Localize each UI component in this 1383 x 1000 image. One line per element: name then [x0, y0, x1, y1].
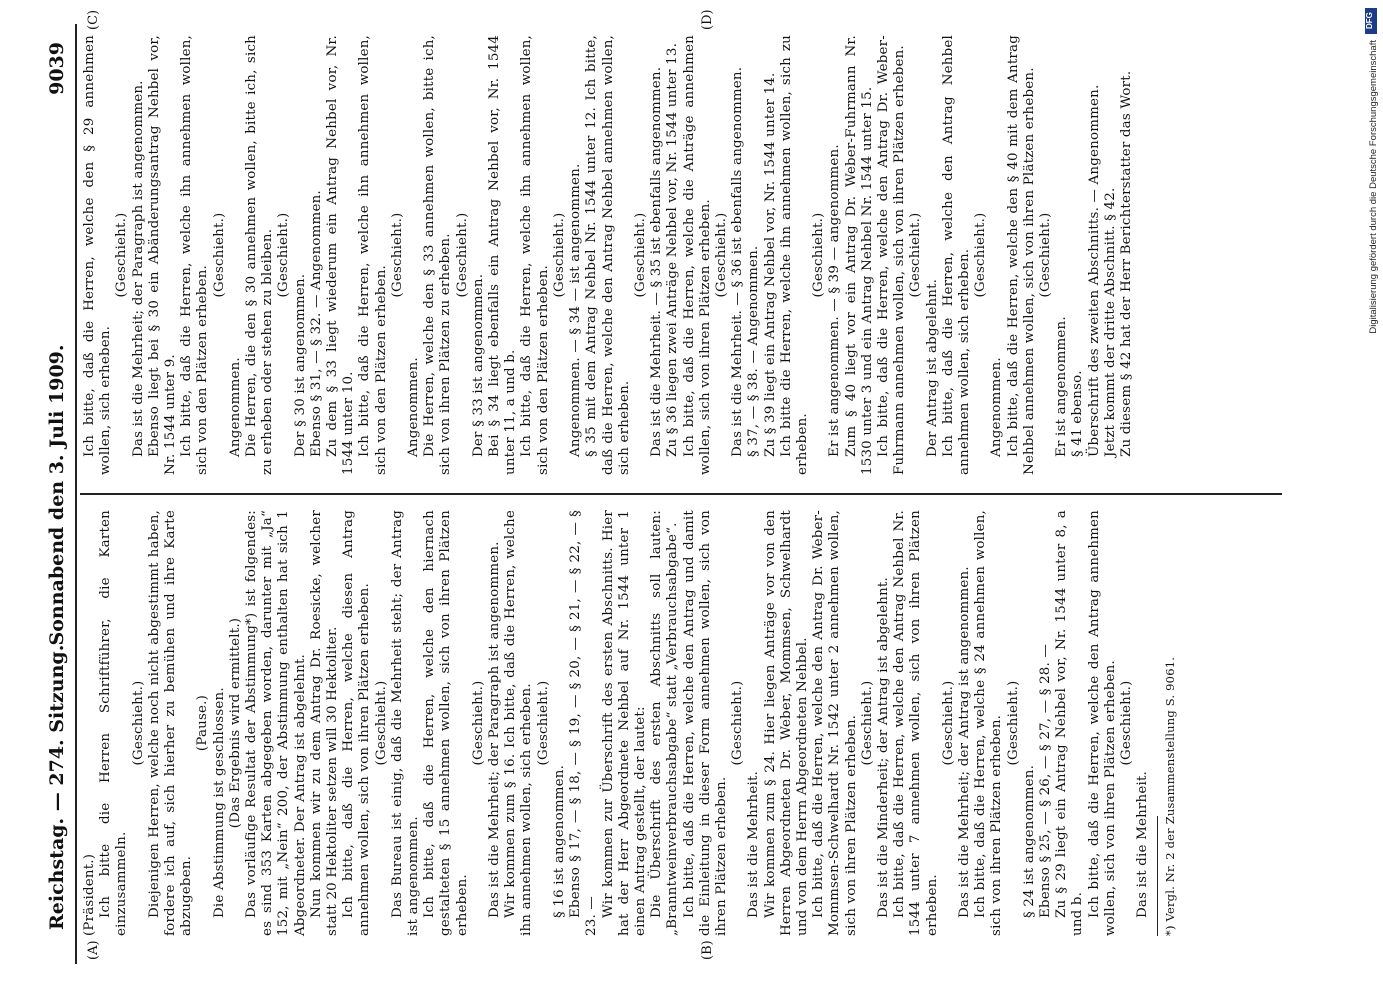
margin-mark-c: (C) — [86, 9, 101, 30]
page-number: 9039 — [46, 42, 68, 95]
paragraph: (Geschieht.) — [1005, 680, 1021, 766]
paragraph: Das ist die Minderheit; der Antrag ist abgelehnt. — [875, 577, 891, 918]
paragraph: Das ist die Mehrheit. — [1135, 770, 1151, 918]
paragraph: Die Abstimmung ist geschlossen. — [211, 687, 227, 918]
paragraph: Die Herren, welche den § 33 annehmen wollen, bitte ich, sich von ihren Plätzen zu erheben. — [422, 35, 454, 475]
paragraph: § 24 ist angenommen. — [1021, 764, 1037, 918]
margin-mark-b: (B) — [700, 940, 715, 960]
paragraph: Bei § 34 liegt ebenfalls ein Antrag Nehbel vor, Nr. 1544 unter 11, a und b. — [487, 35, 519, 475]
paragraph: Ich bitte, daß die Herren, welche den Antrag Dr. Weber-Fuhrmann annehmen wollen, sich von ihren Plätzen erheben. — [875, 35, 908, 475]
paragraph: (Geschieht.) — [211, 212, 227, 298]
right-column — [82, 35, 1135, 475]
paragraph: Ich bitte, daß die Herren, welche ihn annehmen wollen, sich von den Plätzen erheben. — [179, 35, 211, 475]
paragraph: Ich bitte, daß die Herren, welche ihn annehmen wollen, sich von den Plätzen erheben. — [357, 35, 389, 475]
paragraph: Zu dem § 33 liegt wiederum ein Antrag Nehbel vor, Nr. 1544 unter 10. — [325, 35, 357, 475]
paragraph: Zu diesem § 42 hat der Herr Berichterstatter das Wort. — [1119, 70, 1134, 457]
paragraph: Ich bitte, daß die Herren, welche § 24 annehmen wollen, sich von ihren Plätzen erheben. — [973, 510, 1005, 936]
header-rule — [75, 24, 77, 964]
paragraph: Angenommen. — § 34 — ist angenommen. — [568, 163, 584, 457]
paragraph: Das ist die Mehrheit. — § 36 ist ebenfalls angenommen. — [730, 66, 746, 457]
paragraph: (Geschieht.) — [632, 212, 648, 298]
paragraph: Das ist die Mehrheit; der Paragraph ist angenommen. — [130, 80, 146, 457]
paragraph: Wir kommen zur Überschrift des ersten Abschnitts. Hier hat der Herr Abgeordnete Nehbel auf Nr. 1544 unter 1 einen Antrag gestellt, der lautet: — [600, 510, 648, 936]
paragraph: Das vorläufige Resultat der Abstimmung*) ist folgendes: es sind 353 Karten abgegeben worden, darunter mit „Ja“ 152, mit „Nein“ 200, der Abstimmung enthalten hat sich 1 Abgeordneter. Der Antrag ist abgelehnt. — [244, 510, 308, 936]
paragraph: (Geschieht.) — [973, 212, 989, 298]
paragraph: Die Überschrift des ersten Abschnitts soll lauten: „Branntweinverbrauchsabgabe“ statt „Verbrauchsabgabe“. — [649, 510, 681, 936]
margin-mark-d: (D) — [700, 9, 715, 30]
paragraph: Ich bitte, daß die Herren, welche den Antrag annehmen wollen, sich von ihren Plätzen erheben. — [1086, 510, 1118, 936]
paragraph: Ich bitte, daß die Herren, welche den Antrag Nehbel annehmen wollen, sich erheben. — [940, 35, 972, 475]
paragraph: § 16 ist angenommen. — [551, 764, 567, 918]
paragraph: (Geschieht.) — [859, 680, 875, 766]
paragraph: (Präsident.) — [82, 853, 97, 936]
paragraph: Angenommen. — [406, 357, 422, 457]
paragraph: Der § 30 ist angenommen. — [292, 273, 308, 457]
paragraph: Zum § 40 liegt vor ein Antrag Dr. Weber-Fuhrmann Nr. 1530 unter 3 und ein Antrag Nehbel Nr. 1544 unter 15. — [843, 35, 875, 475]
paragraph: Ich bitte die Herren Schriftführer, die Karten einzusammeln. — [98, 510, 130, 936]
paragraph: Ich bitte, daß die Herren, welche den § 40 mit dem Antrag Nehbel annehmen wollen, sich von ihren Plätzen erheben. — [1005, 35, 1037, 475]
paragraph: Ich bitte, daß die Herren, welche die Anträge annehmen wollen, sich von ihren Plätzen erheben. — [681, 35, 713, 475]
paragraph: (Geschieht.) — [373, 680, 389, 766]
paragraph: Die Herren, die den § 30 annehmen wollen, bitte ich, sich zu erheben oder stehen zu bleiben. — [244, 35, 276, 475]
paragraph: Zu § 36 liegen zwei Anträge Nehbel vor, Nr. 1544 unter 13. — [665, 42, 681, 457]
column-divider — [80, 493, 1282, 495]
paragraph: Wir kommen zum § 16. Ich bitte, daß die Herren, welche ihn annehmen wollen, sich erheben. — [503, 510, 535, 936]
dfg-logo: DFG — [1365, 8, 1377, 34]
header-left: Reichstag. — 274. Sitzung. — [46, 644, 68, 930]
paragraph: (Geschieht.) — [1037, 212, 1053, 298]
paragraph: Der Antrag ist abgelehnt. — [924, 278, 940, 457]
paragraph: Jetzt kommt der dritte Abschnitt. § 42. — [1102, 187, 1118, 457]
paragraph: Diejenigen Herren, welche noch nicht abgestimmt haben, fordere ich auf, sich hierher zu bemühen und ihre Karte abzugeben. — [146, 510, 195, 936]
paragraph: Ebenso § 17, — § 18, — § 19, — § 20, — § 21, — § 22, — § 23. — — [568, 510, 600, 936]
paragraph: (Pause.) — [195, 694, 211, 752]
paragraph: § 41 ebenso. — [1070, 370, 1086, 457]
left-column — [82, 510, 1179, 936]
paragraph: Der § 33 ist angenommen. — [470, 273, 486, 457]
paragraph: Das ist die Mehrheit. — § 35 ist ebenfalls angenommen. — [649, 66, 665, 457]
paragraph: (Geschieht.) — [130, 680, 146, 766]
paragraph: Ebenso § 31, — § 32. — Angenommen. — [308, 190, 324, 457]
paragraph: (Geschieht.) — [114, 212, 130, 298]
paragraph: Ebenso liegt bei § 30 ein Abänderungsantrag Nehbel vor, Nr. 1544 unter 9. — [146, 35, 179, 475]
paragraph: (Geschieht.) — [470, 680, 486, 766]
paragraph: Zu § 39 liegt ein Antrag Nehbel vor, Nr. 1544 unter 14. — [762, 72, 778, 457]
paragraph: Angenommen. — [989, 357, 1005, 457]
paragraph: (Geschieht.) — [389, 212, 405, 298]
paragraph: Überschrift des zweiten Abschnitts. — Angenommen. — [1086, 84, 1102, 457]
page-header — [46, 30, 72, 960]
paragraph: Das ist die Mehrheit; der Paragraph ist angenommen. — [487, 541, 503, 918]
paragraph: (Geschieht.) — [1119, 680, 1134, 766]
paragraph: Zu § 29 liegt ein Antrag Nehbel vor, Nr. 1544 unter 8, a und b. — [1054, 510, 1086, 936]
footnote-rule — [1157, 816, 1158, 936]
paragraph: (Das Ergebnis wird ermittelt.) — [227, 617, 243, 829]
paragraph: Ich bitte, daß die Herren, welche den Antrag Dr. Weber-Mommsen-Schwelhardt Nr. 1542 unter 2 annehmen wollen, sich von ihren Plätzen erheben. — [811, 510, 859, 936]
paragraph: Ich bitte die Herren, welche ihn annehmen wollen, sich zu erheben. — [778, 35, 810, 475]
paragraph: Ich bitte, daß die Herren, welche den Antrag Nehbel Nr. 1544 unter 7 annehmen wollen, sich von ihren Plätzen erheben. — [892, 510, 940, 936]
paragraph: Er ist angenommen. — § 39 — angenommen. — [827, 144, 843, 457]
paragraph: Nun kommen wir zu dem Antrag Dr. Roesicke, welcher statt 20 Hektoliter setzen will 30 Hektoliter. — [308, 510, 341, 936]
paragraph: (Geschieht.) — [940, 680, 956, 766]
paragraph: Ich bitte, daß die Herren, welche den hiernach gestalteten § 15 annehmen wollen, sich von ihren Plätzen erheben. — [422, 510, 470, 936]
footnote: *) Vergl. Nr. 2 der Zusammenstellung S. 9061. — [1163, 656, 1178, 936]
paragraph: Das Bureau ist einig, daß die Mehrheit steht; der Antrag ist angenommen. — [389, 510, 422, 936]
paragraph: (Geschieht.) — [908, 212, 924, 298]
paragraph: Ich bitte, daß die Herren, welche diesen Antrag annehmen wollen, sich von ihren Plätzen erheben. — [341, 510, 373, 936]
margin-mark-a: (A) — [86, 940, 101, 960]
paragraph: § 37, — § 38. — Angenommen. — [746, 245, 762, 457]
paragraph: (Geschieht.) — [713, 212, 729, 298]
paragraph: Angenommen. — [227, 357, 243, 457]
paragraph: Er ist angenommen. — [1054, 316, 1070, 457]
paragraph: (Geschieht.) — [730, 680, 746, 766]
paragraph: Ebenso § 25, — § 26, — § 27, — § 28. — — [1037, 643, 1053, 918]
paragraph: Das ist die Mehrheit; der Antrag ist angenommen. — [956, 566, 972, 918]
paragraph: Ich bitte, daß die Herren, welche den Antrag und damit die Einleitung in dieser Form annehmen wollen, sich von ihren Plätzen erheben. — [681, 510, 729, 936]
header-date: Sonnabend den 3. Juli 1909. — [46, 344, 68, 646]
paragraph: Ich bitte, daß die Herren, welche den § 29 annehmen wollen, sich erheben. — [82, 35, 114, 475]
paragraph: Wir kommen zum § 24. Hier liegen Anträge vor von den Herren Abgeordneten Dr. Weber, Mommsen, Schwelhardt und von dem Herrn Abgeordneten Nehbel. — [762, 510, 810, 936]
paragraph: Das ist die Mehrheit. — [746, 770, 762, 918]
paragraph: (Geschieht.) — [276, 212, 292, 298]
paragraph: (Geschieht.) — [535, 680, 551, 766]
paragraph: (Geschieht.) — [454, 212, 470, 298]
paragraph: (Geschieht.) — [811, 212, 827, 298]
digitization-credit: Digitalisierung gefördert durch die Deutsche Forschungsgemeinschaft — [1368, 40, 1379, 334]
paragraph: (Geschieht.) — [551, 212, 567, 298]
paragraph: Ich bitte, daß die Herren, welche ihn annehmen wollen, sich von den Plätzen erheben. — [519, 35, 551, 475]
paragraph: § 35 mit dem Antrag Nehbel Nr. 1544 unter 12. Ich bitte, daß die Herren, welche den Antrag Nehbel annehmen wollen, sich erheben. — [584, 35, 632, 475]
